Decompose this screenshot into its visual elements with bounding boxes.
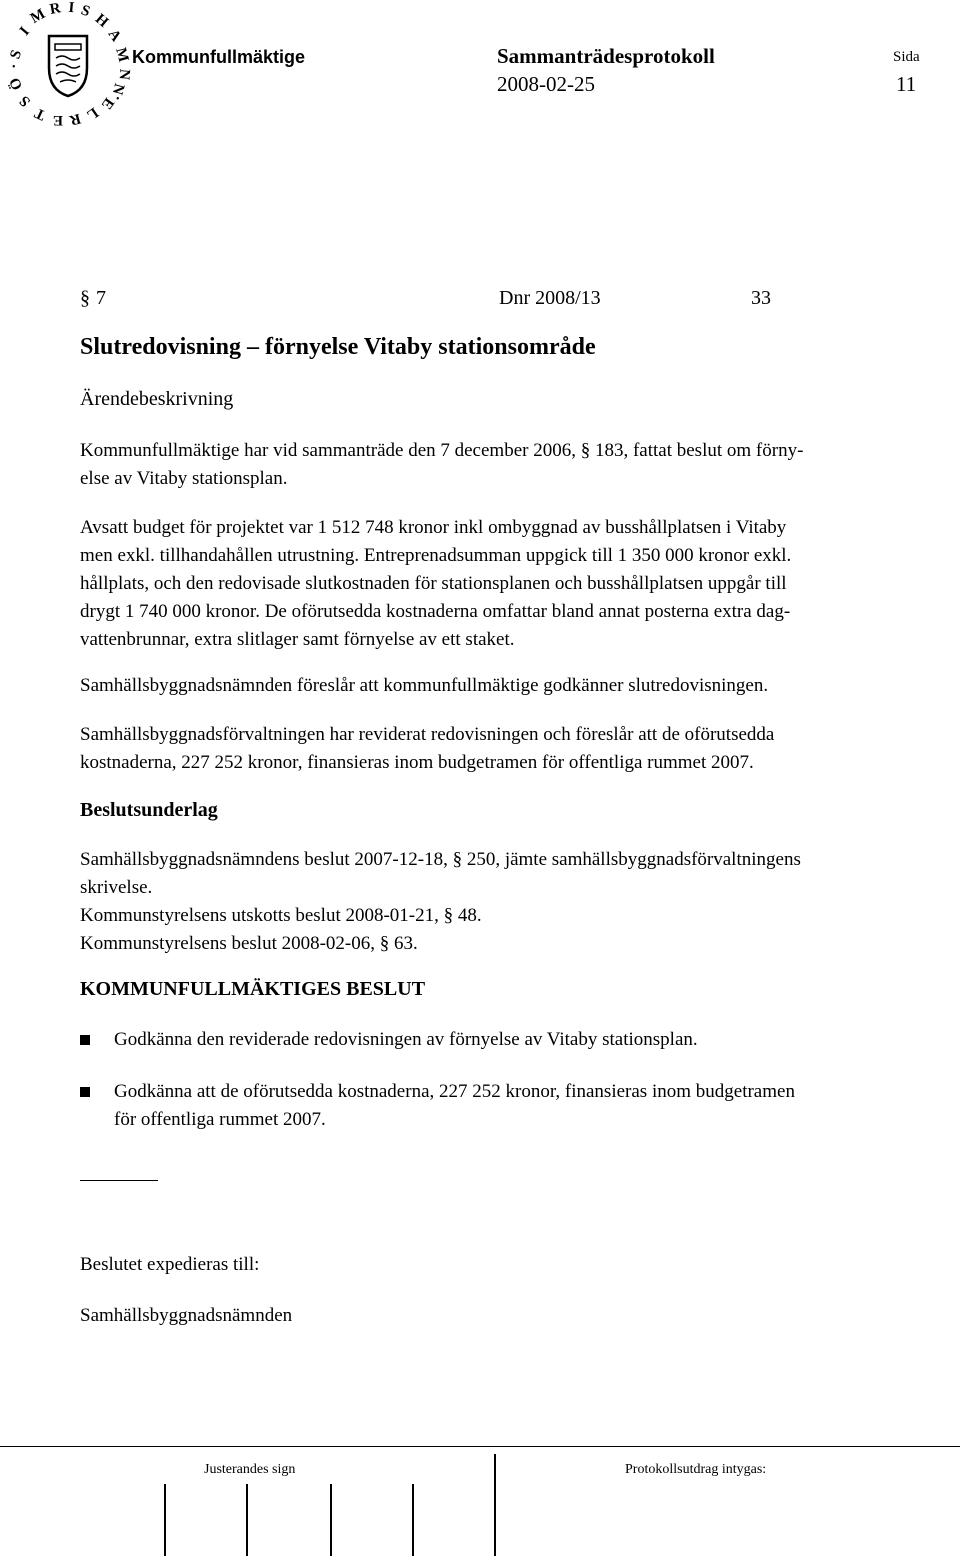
svg-text:H: H [91,11,112,31]
svg-text:N: N [108,81,127,97]
description-paragraph-2 [80,514,930,654]
text-line: Samhällsbyggnadsnämnden föreslår att kommunfullmäktige godkänner slutredovisningen. [80,675,769,696]
decision-heading: KOMMUNFULLMÄKTIGES BESLUT [80,978,426,1000]
svg-text:R: R [48,0,63,18]
basis-line: Samhällsbyggnadsnämndens beslut 2007-12-18, § 250, jämte samhällsbyggnadsförvaltningens [80,849,801,870]
description-paragraph-3 [80,672,930,700]
separator-line [80,1180,158,1181]
basis-list [80,846,930,958]
signature-box-divider [494,1454,496,1556]
signature-box-divider [412,1484,414,1556]
header-page-label: Sida [893,49,920,65]
basis-heading: Beslutsunderlag [80,799,218,821]
footer-top-rule [0,1446,960,1447]
bullet-square-icon [80,1035,90,1045]
svg-text:•: • [116,94,120,105]
text-line: vattenbrunnar, extra slitlager samt förnyelse av ett staket. [80,629,515,650]
bullet-line: Godkänna att de oförutsedda kostnaderna, 227 252 kronor, finansieras inom budgetramen [114,1081,795,1102]
decision-bullet-2 [114,1078,934,1134]
decision-bullet-1 [114,1026,934,1054]
svg-text:R: R [67,109,83,128]
svg-text:M: M [112,46,132,64]
text-line: drygt 1 740 000 kronor. De oförutsedda kostnaderna omfattar bland annat posterna extra dag- [80,601,791,622]
footer-sign-label: Justerandes sign [204,1462,296,1477]
basis-line: Kommunstyrelsens beslut 2008-02-06, § 63. [80,933,418,954]
item-number: 7 [96,287,106,309]
signature-box-divider [246,1484,248,1556]
basis-line: Kommunstyrelsens utskotts beslut 2008-01-21, § 48. [80,905,482,926]
dispatch-recipient: Samhällsbyggnadsnämnden [80,1305,293,1326]
text-line: Kommunfullmäktige har vid sammanträde den 7 december 2006, § 183, fattat beslut om förny- [80,440,804,461]
svg-text:E: E [97,94,117,112]
section-sign: § [80,287,90,309]
header-date: 2008-02-25 [497,72,595,96]
item-title: Slutredovisning – förnyelse Vitaby stationsområde [80,334,596,360]
svg-text:A: A [104,26,124,45]
svg-text:I: I [16,24,33,39]
header-page-number: 11 [896,72,917,96]
svg-text:S: S [7,47,26,62]
text-line: else av Vitaby stationsplan. [80,468,288,489]
description-heading: Ärendebeskrivning [80,388,234,410]
header-doc-type: Sammanträdesprotokoll [497,44,715,68]
svg-text:L: L [83,103,101,123]
svg-text:T: T [32,104,49,123]
svg-text:M: M [27,6,49,28]
municipal-logo [6,0,133,128]
bullet-square-icon [80,1087,90,1097]
text-line: kostnaderna, 227 252 kronor, finansieras inom budgetramen för offentliga rummet 2007. [80,752,754,773]
item-dnr: Dnr 2008/13 [499,287,601,309]
signature-box-divider [164,1484,166,1556]
svg-text:I: I [67,0,75,17]
svg-text:S: S [16,92,34,110]
footer-extract-label: Protokollsutdrag intygas: [625,1462,767,1477]
description-paragraph-4 [80,721,930,777]
text-line: Avsatt budget för projektet var 1 512 748 kronor inkl ombyggnad av busshållplatsen i Vitaby [80,517,787,538]
bullet-line: för offentliga rummet 2007. [114,1109,326,1130]
item-code: 33 [751,287,771,309]
text-line: Samhällsbyggnadsförvaltningen har reviderat redovisningen och föreslår att de oförutsedda [80,724,775,745]
svg-text:E: E [52,112,64,128]
text-line: men exkl. tillhandahållen utrustning. Entreprenadsumman uppgick till 1 350 000 kronor exkl. [80,545,792,566]
dispatch-label: Beslutet expedieras till: [80,1254,260,1275]
svg-text:Ö: Ö [6,75,27,93]
svg-text:•: • [12,62,16,73]
bullet-line: Godkänna den reviderade redovisningen av förnyelse av Vitaby stationsplan. [114,1029,698,1050]
svg-text:N: N [115,68,133,81]
text-line: hållplats, och den redovisade slutkostnaden för stationsplanen och busshållplatsen uppgår till [80,573,787,594]
signature-box-divider [330,1484,332,1556]
basis-line: skrivelse. [80,877,153,898]
description-paragraph-1 [80,437,930,493]
svg-text:S: S [78,2,93,21]
header-body-name: Kommunfullmäktige [132,47,306,67]
